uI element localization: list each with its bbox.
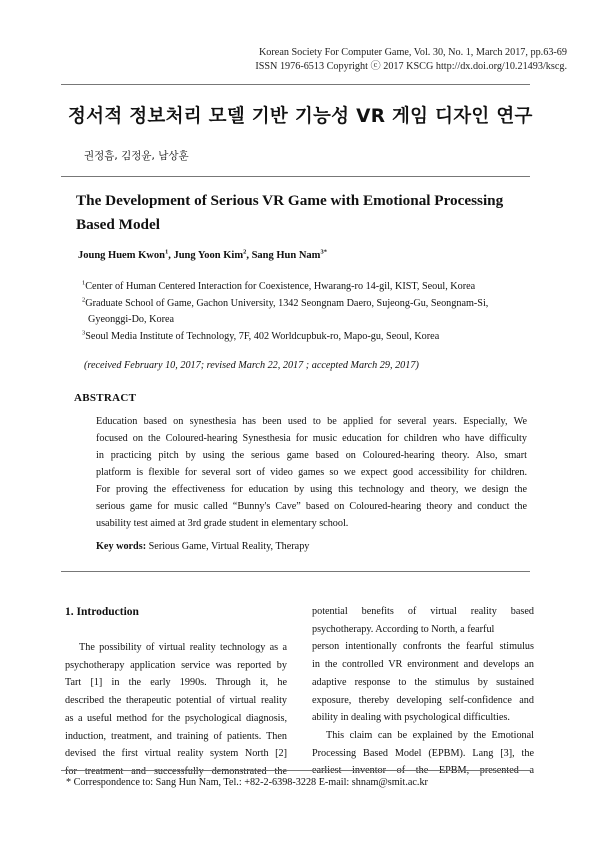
author-separator: , [246, 250, 252, 261]
affiliation-3 [82, 329, 522, 345]
paragraph-line: induction, treatment, and training of patients. Then [65, 730, 287, 742]
paragraph-line: devised the first virtual reality system North [2] [65, 748, 287, 760]
journal-info [255, 46, 567, 74]
right-column [312, 603, 534, 780]
abstract-line: Education based on synesthesia has been used to be applied for several years. Especially, We [96, 416, 527, 427]
affiliation-text: Graduate School of Game, Gachon University, 1342 Seongnam Daero, Sujeong-Gu, Seongnam-Si, [85, 298, 489, 309]
author-affiliation-mark: 1 [164, 248, 169, 256]
abstract-line: For proving the effectiveness for education by using this technology and theory, we design the [96, 484, 527, 495]
abstract-heading: ABSTRACT [74, 392, 137, 404]
abstract-line: in practicing pitch by using the serious game based on Coloured-hearing theory. Also, smart [96, 450, 527, 461]
affiliation-text: Gyeonggi-Do, Korea [88, 314, 175, 325]
author-affiliation-mark: 2 [243, 248, 247, 256]
paragraph-line: earliest inventor of the EPBM, presented a [312, 765, 534, 777]
received-dates: (received February 10, 2017; revised March 22, 2017 ; accepted March 29, 2017) [84, 360, 419, 371]
affiliation-2 [82, 296, 522, 328]
author-name: Joung Huem Kwon [78, 250, 165, 261]
paragraph-line: Processing Based Model (EPBM). Lang [3], the [312, 747, 534, 759]
affiliation-text: Seoul Media Institute of Technology, 7F, 402 Worldcupbuk-ro, Mapo-gu, Seoul, Korea [85, 331, 440, 342]
keywords-value: Serious Game, Virtual Reality, Therapy [148, 541, 310, 552]
paragraph-line: This claim can be explained by the Emotional [326, 729, 534, 741]
correspondence-footnote: * Correspondence to: Sang Hun Nam, Tel.: +82-2-6398-3228 E-mail: shnam@smit.ac.kr [66, 777, 428, 788]
keywords [96, 541, 309, 552]
affiliation-mark: 3 [82, 329, 86, 337]
author-separator: , [168, 250, 174, 261]
author-list [78, 250, 327, 261]
abstract-line: serious game for music called “Bunny's Cave” based on Coloured-hearing theory and conduct the [96, 501, 527, 512]
left-column [65, 639, 287, 781]
abstract-line: platform is flexible for several sort of video games so we expect good accessibility for children. [96, 467, 527, 478]
journal-issn: ISSN 1976-6513 Copyright ⓒ 2017 KSCG http://dx.doi.org/10.21493/kscg. [255, 61, 567, 72]
abstract-body [96, 413, 527, 532]
paragraph-line: psychotherapy application service was reported by [65, 659, 287, 671]
korean-authors: 권정흠, 김정윤, 남상훈 [84, 150, 189, 162]
abstract-rule [61, 571, 530, 572]
affiliation-mark: 2 [82, 296, 86, 304]
paragraph-line: in the controlled VR environment and develops an [312, 659, 534, 671]
abstract-line: focused on the Coloured-hearing Synesthesia for music education for children who have difficulty [96, 433, 527, 444]
paragraph-line: exposure, thereby developing self-confidence and [312, 694, 534, 706]
author-name: Sang Hun Nam [251, 250, 321, 261]
paragraph-line: potential benefits of virtual reality based [312, 606, 534, 617]
abstract-line: usability test aimed at 3rd grade student in elementary school. [96, 518, 349, 529]
title-rule [61, 176, 530, 177]
paragraph-line: Tart [1] in the early 1990s. Through it, he [65, 677, 287, 689]
affiliation-1 [82, 279, 522, 295]
paragraph-line: for treatment and successfully demonstrated the [65, 765, 287, 777]
keywords-label: Key words: [96, 541, 147, 552]
korean-title: 정서적 정보처리 모델 기반 기능성 VR 게임 디자인 연구 [68, 106, 533, 127]
author-name: Jung Yoon Kim [173, 250, 244, 261]
paragraph-line: adaptive response to the stimulus by sustained [312, 676, 534, 688]
affiliation-text: Center of Human Centered Interaction for Coexistence, Hwarang-ro 14-gil, KIST, Seoul, Korea [85, 281, 476, 292]
paragraph-line: psychotherapy. According to North, a fearful [312, 623, 495, 635]
paragraph-line: ability in dealing with psychological difficulties. [312, 712, 510, 724]
english-title [76, 189, 526, 237]
english-title-line-1: The Development of Serious VR Game with Emotional Processing [76, 192, 504, 209]
affiliation-mark: 1 [82, 279, 86, 287]
journal-citation: Korean Society For Computer Game, Vol. 30, No. 1, March 2017, pp.63-69 [258, 47, 567, 58]
footnote-rule [61, 770, 530, 771]
header-rule [61, 84, 530, 85]
paragraph-line: as a useful method for the psychological diagnosis, [65, 712, 287, 724]
paragraph-line: person intentionally confronts the fearful stimulus [312, 641, 534, 653]
paragraph-line: described the therapeutic potential of virtual reality [65, 695, 287, 707]
section-heading-introduction: 1. Introduction [65, 606, 139, 618]
english-title-line-2: Based Model [76, 216, 160, 233]
paragraph-line: The possibility of virtual reality technology as a [79, 642, 287, 653]
author-affiliation-mark: 3* [320, 248, 327, 256]
